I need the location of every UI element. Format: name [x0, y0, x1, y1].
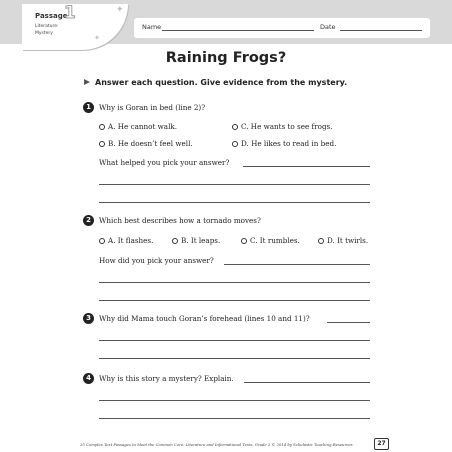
question-text: Why is Goran in bed (line 2)? [99, 103, 206, 112]
answer-line[interactable] [244, 382, 370, 383]
answer-option[interactable]: D. He likes to read in bed. [232, 139, 336, 148]
name-field[interactable] [162, 30, 314, 31]
question-number: 2 [83, 215, 94, 226]
genre-type: Mystery [35, 31, 53, 36]
passage-number: 1 [64, 3, 76, 23]
answer-option[interactable]: D. It twirls. [318, 236, 368, 245]
genre-label: Literature: [35, 24, 59, 29]
question-text: Why did Mama touch Goran’s forehead (lines 10 and 11)? [99, 314, 310, 323]
answer-line[interactable] [224, 264, 370, 265]
answer-option[interactable]: C. He wants to see frogs. [232, 122, 333, 131]
followup-question: How did you pick your answer? [99, 256, 214, 265]
answer-line[interactable] [99, 184, 370, 185]
answer-line[interactable] [243, 166, 370, 167]
answer-line[interactable] [99, 418, 370, 419]
name-date-box [134, 18, 430, 38]
question-number: 3 [83, 313, 94, 324]
radio-circle-icon[interactable] [99, 141, 105, 147]
answer-line[interactable] [99, 300, 370, 301]
answer-line[interactable] [327, 322, 370, 323]
answer-option[interactable]: A. It flashes. [99, 236, 153, 245]
answer-line[interactable] [99, 282, 370, 283]
radio-circle-icon[interactable] [99, 238, 105, 244]
passage-label: Passage [35, 12, 68, 20]
answer-line[interactable] [99, 202, 370, 203]
answer-option[interactable]: A. He cannot walk. [99, 122, 177, 131]
radio-circle-icon[interactable] [318, 238, 324, 244]
answer-option[interactable]: C. It rumbles. [241, 236, 300, 245]
page-number: 27 [374, 438, 389, 450]
star-icon: ✦ [116, 5, 124, 15]
followup-question: What helped you pick your answer? [99, 158, 230, 167]
answer-line[interactable] [99, 358, 370, 359]
answer-line[interactable] [99, 340, 370, 341]
star-icon: ✦ [94, 34, 100, 42]
arrow-right-icon [84, 79, 90, 85]
instruction-text: Answer each question. Give evidence from the mystery. [95, 78, 348, 87]
date-field[interactable] [340, 30, 422, 31]
name-label: Name [142, 23, 162, 31]
radio-circle-icon[interactable] [99, 124, 105, 130]
radio-circle-icon[interactable] [172, 238, 178, 244]
answer-line[interactable] [99, 400, 370, 401]
page-title: Raining Frogs? [165, 50, 287, 66]
answer-option[interactable]: B. It leaps. [172, 236, 220, 245]
radio-circle-icon[interactable] [232, 141, 238, 147]
radio-circle-icon[interactable] [232, 124, 238, 130]
question-text: Why is this story a mystery? Explain. [99, 374, 234, 383]
answer-option[interactable]: B. He doesn’t feel well. [99, 139, 193, 148]
radio-circle-icon[interactable] [241, 238, 247, 244]
question-number: 1 [83, 102, 94, 113]
footer-credit: 25 Complex Text Passages to Meet the Common Core: Literature and Informational Texts, Grade 2 © 2014 by Scholastic Teaching Resources [80, 442, 353, 447]
question-number: 4 [83, 373, 94, 384]
date-label: Date [320, 23, 336, 31]
question-text: Which best describes how a tornado moves? [99, 216, 261, 225]
